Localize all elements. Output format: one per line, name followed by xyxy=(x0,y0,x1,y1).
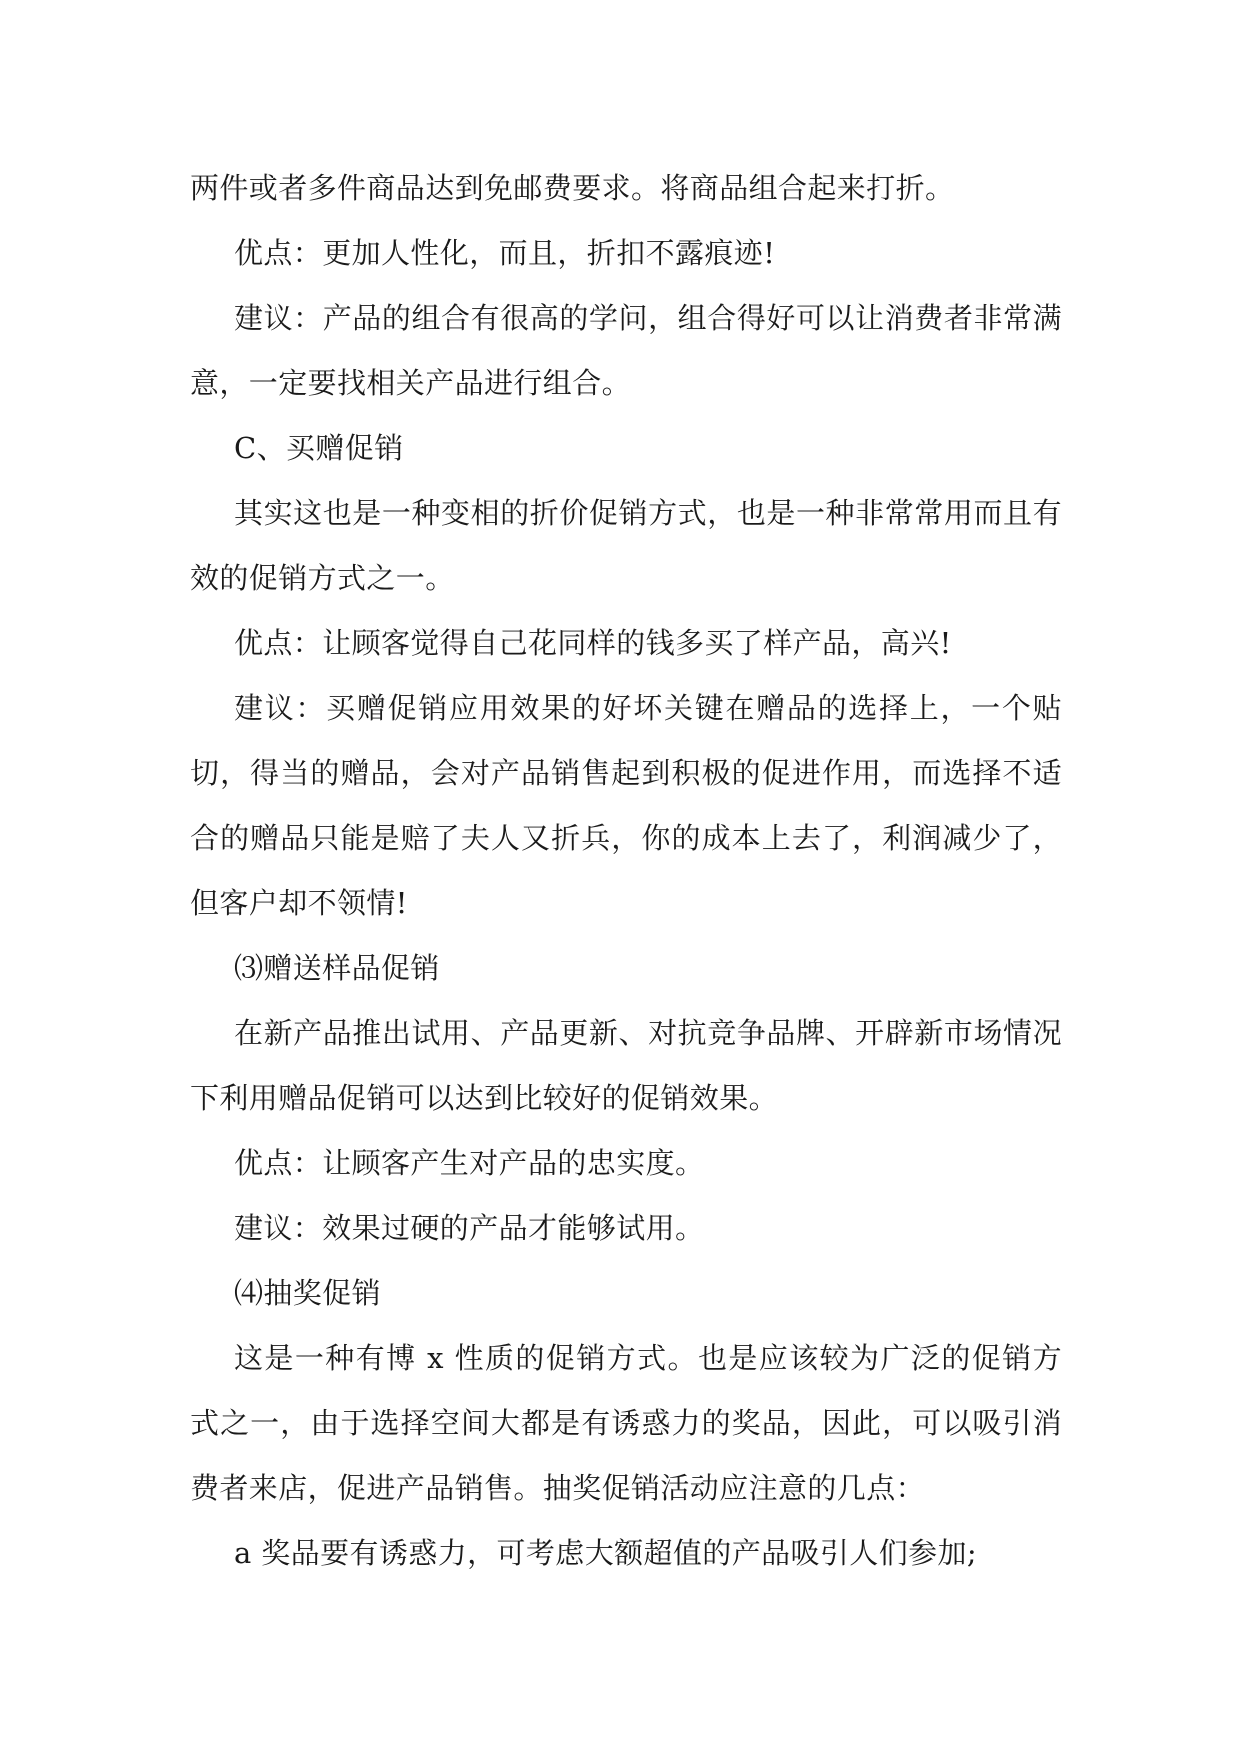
paragraph: 建议：产品的组合有很高的学问，组合得好可以让消费者非常满意，一定要找相关产品进行组合。 xyxy=(190,301,1062,400)
paragraph: 两件或者多件商品达到免邮费要求。将商品组合起来打折。 xyxy=(190,171,955,205)
paragraph: 优点：让顾客觉得自己花同样的钱多买了样产品，高兴! xyxy=(234,626,952,660)
section-heading: ⑷抽奖促销 xyxy=(234,1276,382,1310)
section-heading: ⑶赠送样品促销 xyxy=(234,951,440,985)
document-body xyxy=(190,156,1062,1586)
section-heading: C、买赠促销 xyxy=(234,431,404,465)
paragraph: a 奖品要有诱惑力，可考虑大额超值的产品吸引人们参加; xyxy=(234,1536,978,1570)
paragraph: 建议：效果过硬的产品才能够试用。 xyxy=(234,1211,705,1245)
paragraph: 在新产品推出试用、产品更新、对抗竞争品牌、开辟新市场情况下利用赠品促销可以达到比较好的促销效果。 xyxy=(190,1016,1062,1115)
paragraph: 优点：让顾客产生对产品的忠实度。 xyxy=(234,1146,705,1180)
paragraph: 其实这也是一种变相的折价促销方式，也是一种非常常用而且有效的促销方式之一。 xyxy=(190,496,1062,595)
paragraph: 这是一种有博 x 性质的促销方式。也是应该较为广泛的促销方式之一，由于选择空间大都是有诱惑力的奖品，因此，可以吸引消费者来店，促进产品销售。抽奖促销活动应注意的几点： xyxy=(190,1341,1062,1505)
paragraph: 建议：买赠促销应用效果的好坏关键在赠品的选择上，一个贴切，得当的赠品，会对产品销售起到积极的促进作用，而选择不适合的赠品只能是赔了夫人又折兵，你的成本上去了，利润减少了，但客户却不领情! xyxy=(190,691,1062,920)
paragraph: 优点：更加人性化，而且，折扣不露痕迹! xyxy=(234,236,776,270)
